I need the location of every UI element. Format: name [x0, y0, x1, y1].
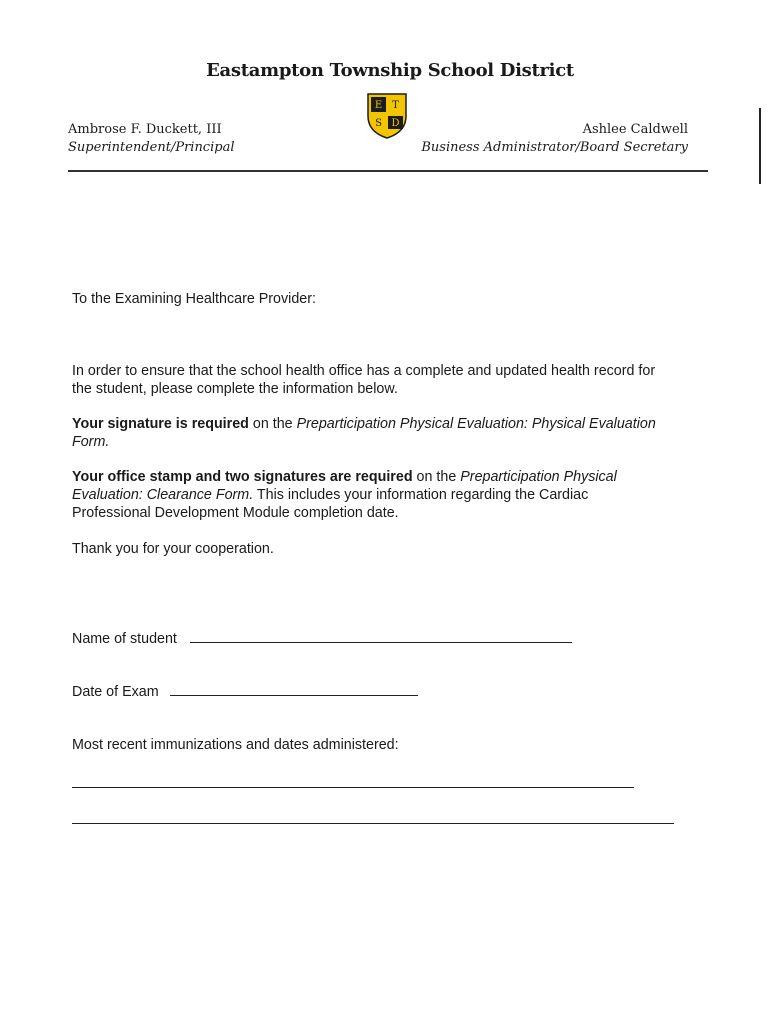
signature-paragraph	[72, 415, 656, 451]
logo-letter-s: S	[375, 118, 382, 129]
signature-required-text: Your signature is required	[72, 416, 249, 432]
superintendent-title: Superintendent/Principal	[68, 140, 235, 155]
immunizations-field-2[interactable]	[72, 823, 674, 824]
physical-evaluation-form-name-end: Form.	[72, 434, 110, 450]
module-completion-text: Professional Development Module completion date.	[72, 505, 399, 521]
thank-you-text: Thank you for your cooperation.	[72, 541, 274, 557]
signature-connector: on the	[248, 416, 297, 432]
clearance-form-name-end: Evaluation: Clearance Form.	[72, 487, 254, 503]
student-name-field[interactable]	[190, 642, 572, 643]
stamp-paragraph	[72, 468, 617, 522]
district-shield-logo	[366, 92, 408, 140]
logo-letter-d: D	[391, 118, 400, 129]
edge-mark	[759, 108, 761, 184]
physical-evaluation-form-name: Preparticipation Physical Evaluation: Physical Evaluation	[296, 416, 656, 432]
logo-letter-e: E	[374, 100, 383, 111]
intro-line-2: the student, please complete the information below.	[72, 381, 398, 397]
cardiac-info-text: This includes your information regarding the Cardiac	[253, 487, 589, 503]
administrator-name: Ashlee Caldwell	[582, 122, 688, 137]
stamp-connector: on the	[412, 469, 461, 485]
administrator-title: Business Administrator/Board Secretary	[421, 140, 688, 155]
header-divider	[68, 170, 708, 172]
immunizations-label: Most recent immunizations and dates administered:	[72, 737, 399, 753]
exam-date-field[interactable]	[170, 695, 418, 696]
immunizations-field-1[interactable]	[72, 787, 634, 788]
logo-letter-t: T	[392, 100, 399, 111]
greeting: To the Examining Healthcare Provider:	[72, 291, 316, 307]
superintendent-name: Ambrose F. Duckett, III	[68, 122, 222, 137]
stamp-required-text: Your office stamp and two signatures are required	[72, 469, 413, 485]
exam-date-label: Date of Exam	[72, 684, 159, 700]
intro-paragraph	[72, 362, 655, 398]
clearance-form-name: Preparticipation Physical	[460, 469, 617, 485]
district-title: Eastampton Township School District	[206, 60, 574, 81]
student-name-label: Name of student	[72, 631, 177, 647]
intro-line-1: In order to ensure that the school health office has a complete and updated health record for	[72, 363, 656, 379]
